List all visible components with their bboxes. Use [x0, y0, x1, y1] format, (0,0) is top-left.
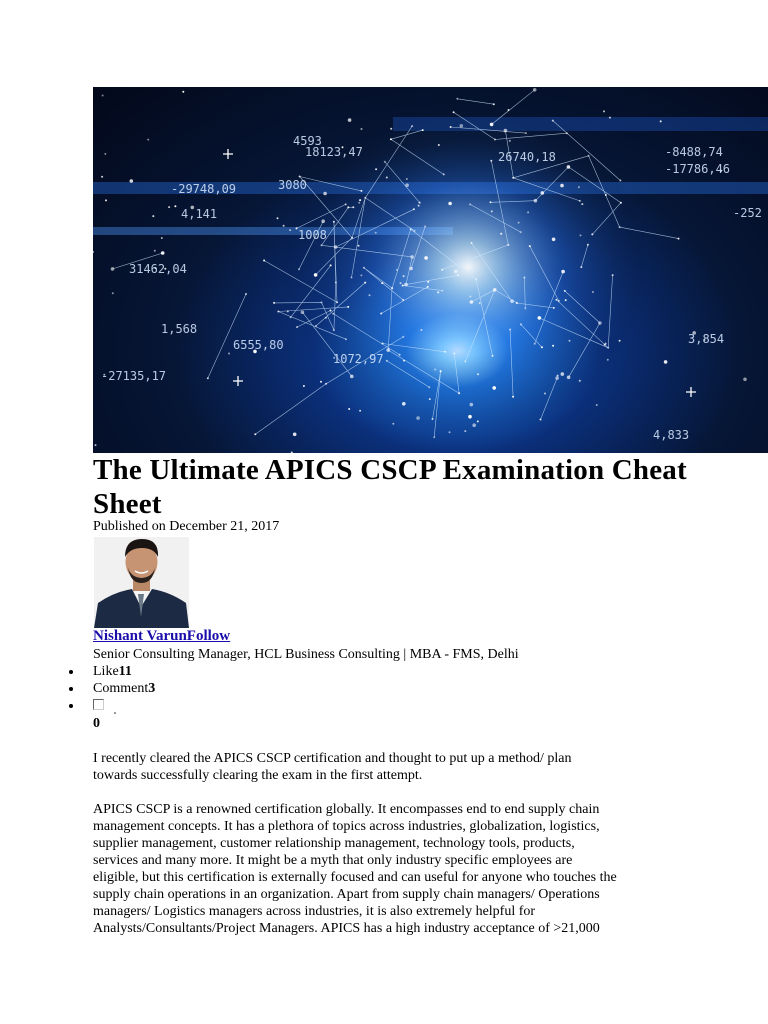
share-item[interactable] [93, 697, 155, 714]
like-item[interactable] [93, 663, 155, 680]
hero-number: 1072,97 [333, 352, 384, 366]
text-line: eligible, but this certification is externally focused and can useful for anyone who touches the [93, 870, 617, 885]
published-date: Published on December 21, 2017 [93, 519, 280, 534]
text-line: managers/ Logistics managers across industries, it is also extremely helpful for [93, 904, 536, 919]
body-paragraph [93, 801, 693, 937]
author-name-link[interactable]: Nishant Varun [93, 628, 187, 644]
engagement-list [93, 663, 155, 714]
follow-link[interactable]: Follow [186, 628, 231, 644]
hero-number: -17786,46 [665, 162, 731, 176]
hero-number: 1,568 [161, 322, 198, 336]
hero-number: 4,833 [653, 428, 690, 442]
network-globe-graphic [93, 87, 768, 453]
intro-paragraph [93, 750, 693, 784]
hero-number: 31462,04 [129, 262, 187, 276]
text-line: I recently cleared the APICS CSCP certification and thought to put up a method/ plan [93, 751, 572, 766]
comment-item[interactable] [93, 680, 155, 697]
author-role: Senior Consulting Manager, HCL Business Consulting | MBA - FMS, Delhi [93, 647, 519, 662]
dot-icon [114, 712, 116, 714]
hero-number: 4,141 [181, 207, 218, 221]
share-icon[interactable] [93, 699, 104, 710]
text-line: supplier management, customer relationship management, technology tools, products, [93, 836, 575, 851]
hero-number: 3,854 [688, 332, 725, 346]
comment-count: 3 [148, 681, 156, 696]
hero-number: 1008 [298, 228, 327, 242]
author-photo [94, 537, 189, 628]
hero-number: -29748,09 [171, 182, 237, 196]
text-line: supply chain operations in an organization. Apart from supply chain managers/ Operations [93, 887, 600, 902]
author-avatar[interactable] [94, 537, 189, 628]
article-title: The Ultimate APICS CSCP Examination Cheat Sheet [93, 454, 687, 520]
comment-label: Comment [93, 681, 149, 696]
hero-image [93, 87, 768, 453]
hero-number: -8488,74 [665, 145, 723, 159]
text-line: APICS CSCP is a renowned certification globally. It encompasses end to end supply chain [93, 802, 600, 817]
text-line: towards successfully clearing the exam in the first attempt. [93, 768, 423, 783]
text-line: management concepts. It has a plethora of topics across industries, globalization, logistics, [93, 819, 600, 834]
hero-number: 3080 [278, 178, 307, 192]
hero-number: 6555,80 [233, 338, 284, 352]
like-label: Like [93, 664, 119, 679]
author-line [93, 628, 230, 645]
hero-number: 4593 [293, 134, 322, 148]
share-count: 0 [93, 716, 100, 731]
hero-number: 26740,18 [498, 150, 556, 164]
hero-number: -27135,17 [101, 369, 167, 383]
hero-number: -252 [733, 206, 762, 220]
hero-number: 18123,47 [305, 145, 363, 159]
like-count: 11 [118, 664, 132, 679]
text-line: services and many more. It might be a myth that only industry specific employees are [93, 853, 573, 868]
text-line: Analysts/Consultants/Project Managers. APICS has a high industry acceptance of >21,000 [93, 921, 600, 936]
